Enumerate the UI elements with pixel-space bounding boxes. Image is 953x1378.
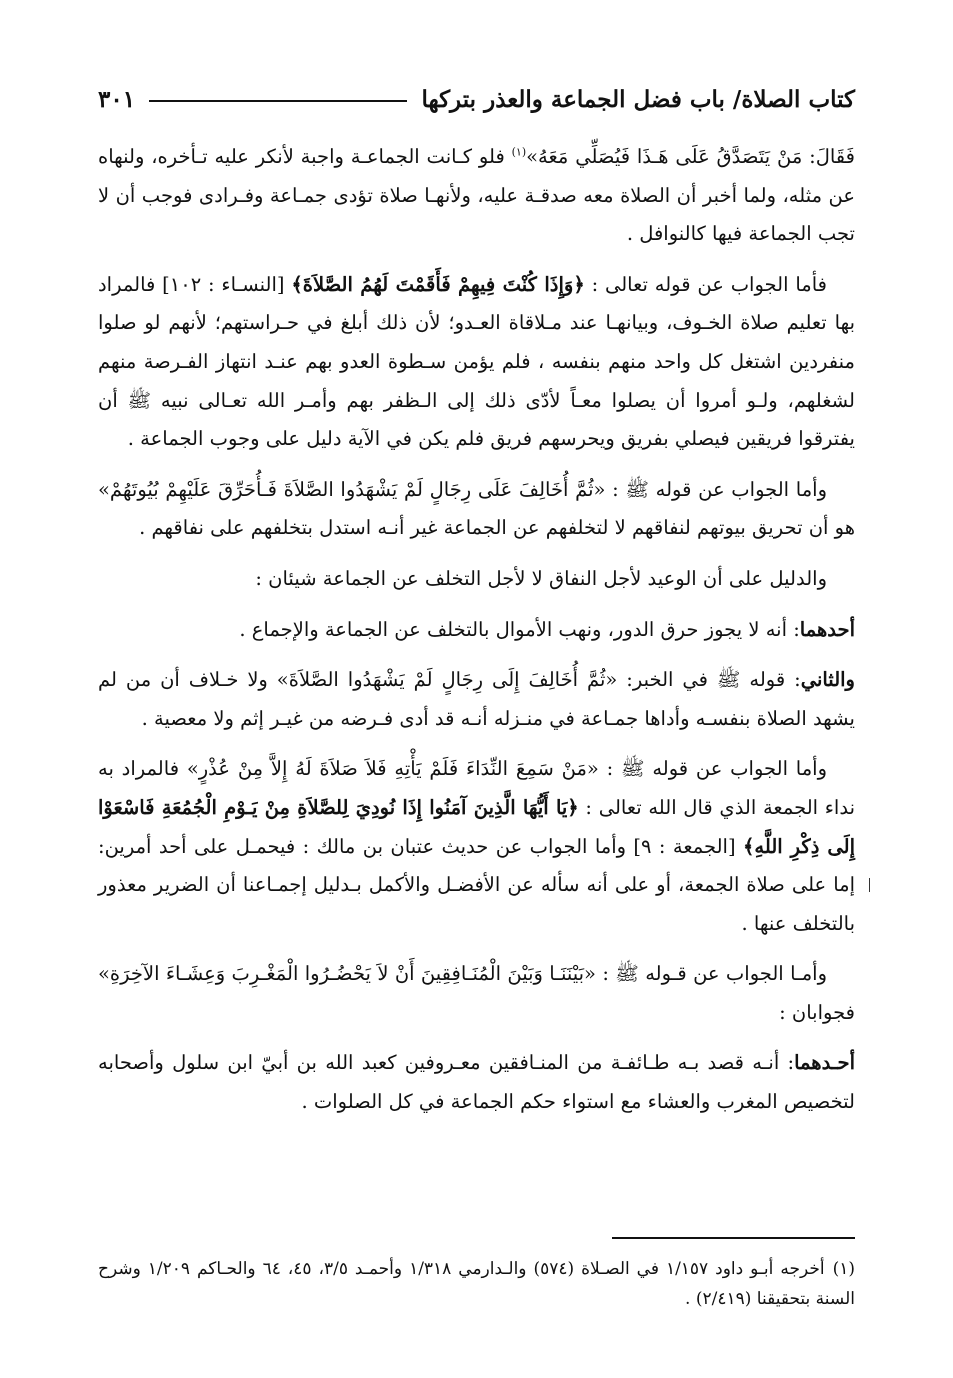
paragraph-8 [98, 955, 855, 1032]
lead-word: أحـدهما [794, 1051, 855, 1075]
paragraph-5 [98, 611, 855, 650]
paragraph-text: فالمراد به نداء الجمعة الذي قال الله تعالى : [98, 757, 855, 819]
lead-word: أحدهما [799, 617, 855, 641]
paragraph-text: هو أن تحريق بيوتهم لنفاقهم لا لتخلفهم عن الجماعة غير أنـه استدل بتخلفهم على نفاقهم . [139, 516, 855, 540]
paragraph-text: : أنـه قصد بـه طـائفـة من المنـافقين معـروفين كعبد الله بن أبيّ ابن سلول وأصحابه لتخصيص المغرب والعشاء مع استواء حكم الجماعة في كل الصلوات . [98, 1051, 855, 1114]
footnote-separator [612, 1237, 855, 1239]
paragraph-text: [الجمعة : ٩] وأما الجواب عن حديث عتبان بن مالك : فيحمـل على أحد أمرين: إما على صلاة الجمعة، أو على أنه سأله عن الأفضـل والأكمل بـدليل إجمـاعنا أن الضرير معذور بالتخلف عنها . [98, 834, 855, 935]
paragraph-text: والدليل على أن الوعيد لأجل النفاق لا لأجل التخلف عن الجماعة شيئان : [255, 566, 827, 590]
paragraph-1 [98, 138, 855, 254]
hadith-quote: «بَيْنَنَـا وَبَيْنَ الْمُنَـافِقِينَ أَنْ لاَ يَحْضُـرُوا الْمَغْـرِبَ وَعِشَـاءَ الآخِرَةِ» [98, 962, 596, 986]
quran-quote: ﴿وَإِذَا كُنْتَ فِيهِمْ فَأَقَمْتَ لَهُمُ الصَّلاَةَ﴾ [291, 272, 585, 296]
paragraph-text: [النسـاء : ١٠٢] فالمراد بها تعليم صلاة الخـوف، وبيانهـا عند مـلاقاة العـدو؛ لأن ذلك أبلغ في حـراستهم؛ لأنهم لو صلوا منفردين اشتغل كل واحد منهم بنفسه ، فلم يؤمن سـطوة العدو بهم عنـد انتهاز الفـرصة منهم لشغلهم، ولـو أمروا أن يصلوا معـاً لأدّى ذلك إلى الـظفر بهم وأمـر الله تعـالى نبيه ﷺ أن يفترقوا فريقين فيصلي بفريق ويحرسهم فريق فلم يكن في الآية دليل على وجوب الجماعة . [98, 272, 855, 451]
lead-word: والثاني [800, 668, 855, 692]
hadith-quote: «ثُمَّ أُخَالِفَ إِلَى رِجَالٍ لَمْ يَشْهَدُوا الصَّلاَةَ» [276, 668, 618, 692]
paragraph-7 [98, 750, 855, 943]
main-text [98, 138, 855, 1134]
footnote-mark: (١) [832, 1259, 855, 1279]
paragraph-text: فأما الجواب عن قوله تعالى : [584, 272, 827, 296]
paragraph-9 [98, 1044, 855, 1121]
header-rule [149, 100, 407, 102]
paragraph-2 [98, 266, 855, 459]
paragraph-text: وأما الجواب عن قوله ﷺ : [605, 477, 827, 501]
footnote-text: أخرجه أبـو داود ١/١٥٧ في الصـلاة (٥٧٤) والـدارمي ١/٣١٨ وأحمـد ٣/٥، ٤٥، ٦٤ والحـاكم ١/٢٠٩ وشرح السنة بتحقيقنا (٢/٤١٩) . [98, 1259, 855, 1309]
paragraph-text: : قوله ﷺ في الخبر: [617, 668, 801, 692]
paragraph-text: وأما الجواب عن قوله ﷺ : [598, 757, 827, 781]
hadith-quote: «ثُمَّ أُخَالِفَ عَلَى رِجَالٍ لَمْ يَشْهَدُوا الصَّلاَةَ فَـأُحَرِّقَ عَلَيْهِمْ بُيُوتَهُمْ» [98, 477, 606, 501]
footnote-ref[interactable]: (١) [511, 145, 527, 159]
paragraph-text: فلو كـانت الجماعـة واجبة لأنكر عليه تـأخره، ولنهاه عن مثله، ولما أخبر أن الصلاة معه صدقـة عليه، ولأنهـا صلاة تؤدى جمـاعة وفـرادى فوجب أن لا تجب الجماعة فيها كالنوافل . [98, 145, 855, 246]
paragraph-text: فجوابان : [779, 1000, 855, 1024]
paragraph-text: : أنه لا يجوز حرق الدور، ونهب الأموال بالتخلف عن الجماعة والإجماع . [239, 617, 800, 641]
chapter-title: كتاب الصلاة/ باب فضل الجماعة والعذر بتركها [421, 85, 855, 113]
footnote [98, 1254, 855, 1314]
paragraph-6 [98, 661, 855, 738]
paragraph-text: وأمـا الجواب عن قـوله ﷺ : [595, 962, 828, 986]
margin-mark [865, 878, 870, 892]
hadith-quote: «مَنْ سَمِعَ النِّدَاءَ فَلَمْ يَأْتِهِ فَلاَ صَلاَةَ لَهُ إِلاَّ مِنْ عُذْرٍ» [186, 757, 599, 781]
paragraph-4 [98, 560, 855, 599]
page-number: ٣٠١ [98, 85, 136, 113]
quran-quote: ﴿يَا أَيُّهَا الَّذِينَ آمَنُوا إِذَا نُودِيَ لِلصَّلاَةِ مِنْ يَـوْمِ الْجُمُعَةِ فَاسْعَوْا إِلَى ذِكْرِ اللَّهِ﴾ [98, 795, 855, 858]
paragraph-text: ولا خـلاف أن من لم يشهد الصلاة بنفسـه وأداها جمـاعة في منـزله أنـه قد أدى فـرضه من غيـر إثم ولا معصية . [98, 668, 855, 730]
running-header [98, 82, 855, 116]
paragraph-3 [98, 471, 855, 548]
hadith-end: فَقَالَ: مَنْ يَتَصَدَّقُ عَلَى هَـذَا فَيُصَلِّي مَعَهُ» [526, 145, 855, 168]
